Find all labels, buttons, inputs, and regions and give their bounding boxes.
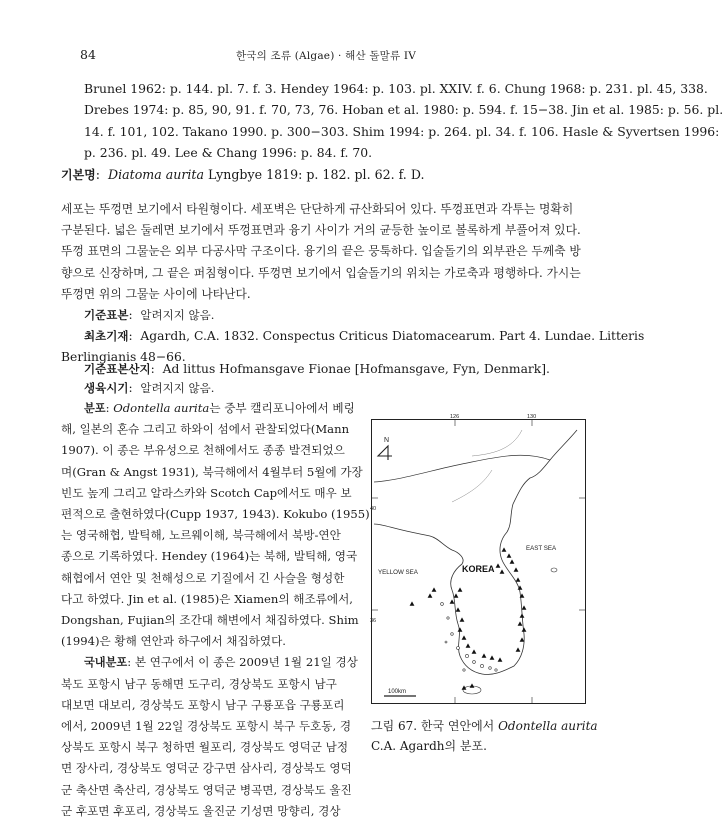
column-line: (1994)은 황해 연안과 하구에서 채집하였다. xyxy=(61,634,286,649)
site-marker-icon xyxy=(510,559,515,563)
type-specimen-value: 알려지지 않음. xyxy=(140,308,215,322)
column-line: 면 장사리, 경상북도 영덕군 강구면 삼사리, 경상북도 영덕 xyxy=(61,761,352,776)
distribution-column xyxy=(61,398,370,822)
site-marker-icon xyxy=(432,587,437,591)
scale-label: 100km xyxy=(388,689,407,695)
basionym-name: Diatoma aurita xyxy=(108,167,204,182)
caption-line2: C.A. Agardh의 분포. xyxy=(371,738,487,753)
site-marker-icon xyxy=(522,627,527,631)
site-marker-icon xyxy=(454,593,459,597)
site-marker-icon xyxy=(466,643,471,647)
first-record-label: 최초기재 xyxy=(84,329,129,343)
type-specimen: 기준표본: 알려지지 않음. xyxy=(84,308,215,322)
type-locality-value: Ad littus Hofmansgave Fionae [Hofmansgave, Fyn, Denmark]. xyxy=(162,362,550,376)
site-marker-icon xyxy=(516,577,521,581)
type-locality-label: 기준표본산지 xyxy=(84,362,151,376)
first-record: 최초기재: Agardh, C.A. 1832. Conspectus Criticus Diatomacearum. Part 4. Lundae. Litteris Berlingianis 48−66. xyxy=(61,326,583,367)
column-line: 군 축산면 축산리, 경상북도 영덕군 병곡면, 경상북도 울진 xyxy=(61,782,352,797)
first-record-line2: Berlingianis 48−66. xyxy=(61,349,186,364)
site-marker-icon xyxy=(458,627,463,631)
description-line: 뚜껑면 위의 그물눈 사이에 나타난다. xyxy=(61,286,251,301)
description-line: 뚜껑 표면의 그물눈은 외부 다공사막 구조이다. 융기의 끝은 뭉툭하다. 입술돌기의 외부관은 두께축 방 xyxy=(61,244,581,259)
site-marker-icon xyxy=(522,605,527,609)
lat-label: 36 xyxy=(370,618,377,624)
column-line: 1907). 이 종은 부유성으로 천해에서도 종종 발견되었으 xyxy=(61,443,345,458)
growth-season-value: 알려지지 않음. xyxy=(140,381,215,395)
dist-label: 분포 xyxy=(84,402,106,415)
site-marker-icon xyxy=(428,593,433,597)
column-line: 상북도 포항시 북구 청하면 월포리, 경상북도 영덕군 남정 xyxy=(61,740,349,755)
reference-list xyxy=(84,78,723,163)
lat-label: 40 xyxy=(370,506,377,512)
site-marker-icon xyxy=(410,601,415,605)
first-record-line1: Agardh, C.A. 1832. Conspectus Criticus Diatomacearum. Part 4. Lundae. Litteris xyxy=(140,329,645,343)
type-locality: 기준표본산지: Ad littus Hofmansgave Fionae [Hofmansgave, Fyn, Denmark]. xyxy=(84,362,550,376)
site-marker-icon xyxy=(520,613,525,617)
site-marker-icon xyxy=(460,617,465,621)
reference-line: p. 236. pl. 49. Lee & Chang 1996: p. 84. f. 70. xyxy=(84,144,373,160)
column-line: 편적으로 출현하였다(Cupp 1937, 1943). Kokubo (1955) xyxy=(61,507,370,522)
description-line: 구분된다. 넓은 둘레면 보기에서 뚜껑표면과 융기 사이가 거의 균등한 높이로 볼록하게 부풀어져 있다. xyxy=(61,223,581,238)
column-line: 해협에서 연안 및 천해성으로 기질에서 긴 사슬을 형성한 xyxy=(61,570,345,585)
description-line: 세포는 뚜껑면 보기에서 타원형이다. 세포벽은 단단하게 규산화되어 있다. 뚜껑표면과 각투는 명확히 xyxy=(61,202,574,216)
running-header: 한국의 조류 (Algae) · 해산 돌말류 IV xyxy=(235,50,417,62)
svg-text:N: N xyxy=(384,437,390,444)
column-line: 북도 포항시 남구 동해면 도구리, 경상북도 포항시 남구 xyxy=(61,676,337,691)
basionym: 기본명: Diatoma aurita Lyngbye 1819: p. 182. pl. 62. f. D. xyxy=(61,167,425,182)
site-marker-icon xyxy=(496,563,501,567)
yellow-sea-label: YELLOW SEA xyxy=(378,569,418,576)
basionym-label: 기본명 xyxy=(61,168,96,182)
column-line: 군 후포면 후포리, 경상북도 울진군 기성면 망향리, 경상 xyxy=(61,803,341,818)
column-line: 며(Gran & Angst 1931), 북극해에서 4월부터 5월에 가장 xyxy=(61,464,363,479)
lon-label: 126 xyxy=(450,414,460,420)
site-marker-icon xyxy=(518,621,523,625)
east-sea-label: EAST SEA xyxy=(526,545,557,552)
lon-label: 130 xyxy=(527,414,537,420)
page-number: 84 xyxy=(80,47,96,62)
reference-line: Drebes 1974: p. 85, 90, 91. f. 70, 73, 76. Hoban et al. 1980: p. 594. f. 15−38. Jin et al. 1985: p. 56. pl. xyxy=(84,102,723,118)
type-specimen-label: 기준표본 xyxy=(84,308,129,322)
site-marker-icon xyxy=(490,655,495,659)
column-line: 빈도 높게 그리고 알라스카와 Scotch Cap에서도 매우 보 xyxy=(61,485,352,500)
column-line: Dongshan, Fujian의 조간대 해변에서 채집하였다. Shim xyxy=(61,613,359,628)
growth-season: 생육시기: 알려지지 않음. xyxy=(84,381,215,395)
column-line: 종으로 기록하였다. Hendey (1964)는 북해, 발틱해, 영국 xyxy=(61,549,358,564)
reference-line: Brunel 1962: p. 144. pl. 7. f. 3. Hendey 1964: p. 103. pl. XXIV. f. 6. Chung 1968: p. 231. pl. 45, 338. xyxy=(84,81,708,96)
column-line: 해, 일본의 혼슈 그리고 하와이 섬에서 관찰되었다(Mann xyxy=(61,422,350,437)
site-marker-icon xyxy=(450,599,455,603)
coastline xyxy=(374,430,577,675)
reference-line: 14. f. 101, 102. Takano 1990. p. 300−303. Shim 1994: p. 264. pl. 34. f. 106. Hasle & Syvertsen 1996: xyxy=(84,123,720,139)
column-line: 국내분포: 본 연구에서 이 종은 2009년 1월 21일 경상 xyxy=(84,655,358,670)
site-marker-icon xyxy=(470,683,475,687)
growth-season-label: 생육시기 xyxy=(84,381,129,395)
column-line: 분포: Odontella aurita는 중부 캘리포니아에서 베링 xyxy=(84,401,355,415)
description-line: 향으로 신장하며, 그 끝은 퍼침형이다. 뚜껑면 보기에서 입술돌기의 위치는 가로축과 평행하다. 가시는 xyxy=(61,265,581,280)
site-marker-icon xyxy=(472,649,477,653)
description xyxy=(61,199,583,305)
caption-prefix: 그림 67. 한국 연안에서 xyxy=(371,719,499,733)
site-marker-icon xyxy=(498,657,503,661)
site-marker-icon xyxy=(500,569,505,573)
site-marker-icon xyxy=(482,653,487,657)
site-marker-icon xyxy=(456,607,461,611)
distribution xyxy=(61,398,370,652)
column-line: 다고 하였다. Jin et al. (1985)은 Xiamen의 해조류에서, xyxy=(61,591,353,606)
column-line: 는 영국해협, 발틱해, 노르웨이해, 북극해에서 북방-연안 xyxy=(61,528,341,543)
site-marker-icon xyxy=(514,567,519,571)
site-marker-icon xyxy=(462,635,467,639)
domestic-distribution xyxy=(61,652,359,822)
figure-caption xyxy=(371,717,598,756)
korea-map-svg xyxy=(370,414,585,703)
north-arrow-icon xyxy=(378,437,392,460)
caption-species: Odontella aurita xyxy=(498,719,598,733)
site-marker-icon xyxy=(520,637,525,641)
column-line: 에서, 2009년 1월 22일 경상북도 포항시 북구 두호동, 경 xyxy=(61,719,352,734)
distribution-map xyxy=(370,414,586,704)
dom-label: 국내분포 xyxy=(84,656,128,670)
basionym-citation: Lyngbye 1819: p. 182. pl. 62. f. D. xyxy=(204,167,425,182)
column-line: 대보면 대보리, 경상북도 포항시 남구 구룡포읍 구룡포리 xyxy=(61,697,345,712)
site-marker-icon xyxy=(516,647,521,651)
korea-label: KOREA xyxy=(462,564,495,574)
site-marker-icon xyxy=(502,547,507,551)
site-marker-icon xyxy=(507,553,512,557)
site-marker-icon xyxy=(458,587,463,591)
